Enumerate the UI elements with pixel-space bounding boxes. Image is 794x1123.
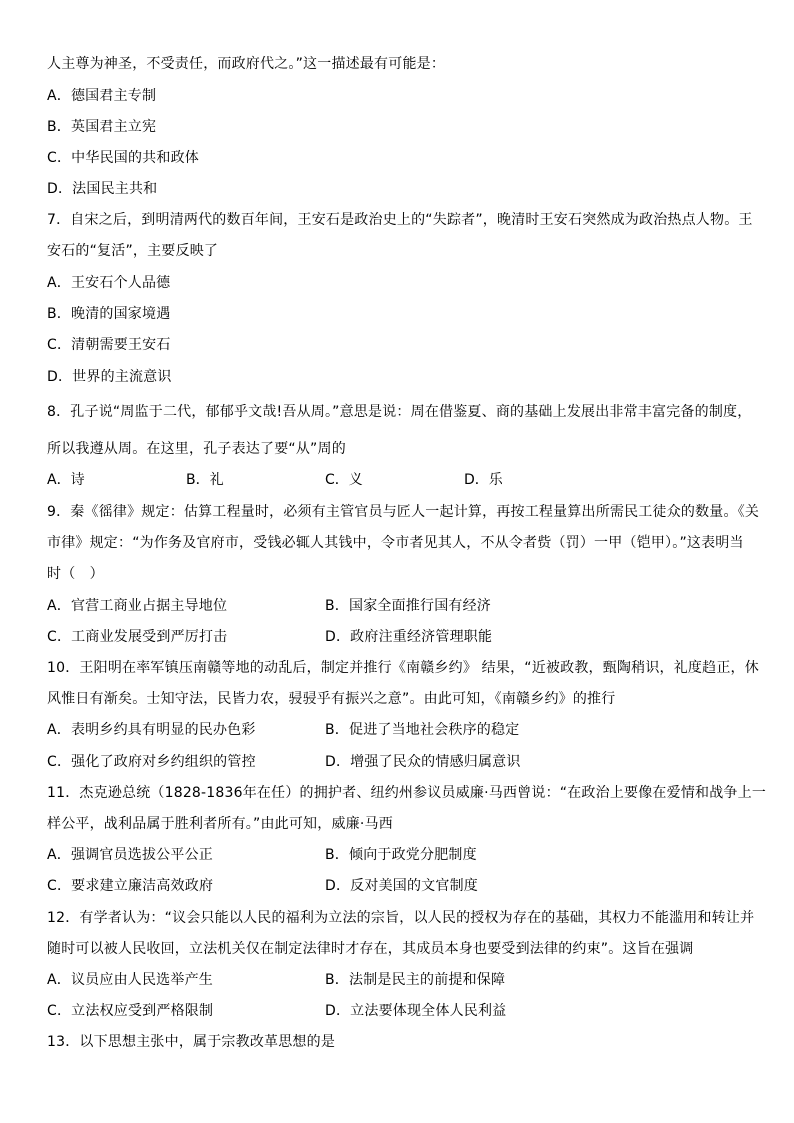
question-7-stem-line-1: 7．自宋之后，到明清两代的数百年间，王安石是政治史上的“失踪者”，晚清时王安石突然成为政治热点人物。王 [47, 212, 753, 228]
question-9-option-d: D．政府注重经济管理职能 [325, 629, 493, 645]
question-13-stem-line-1: 13．以下思想主张中，属于宗教改革思想的是 [47, 1034, 336, 1050]
question-6-option-b: B．英国君主立宪 [47, 119, 157, 135]
question-11-stem-line-1: 11．杰克逊总统（1828-1836年在任）的拥护者、纽约州参议员威廉·马西曾说：“在政治上要像在爱情和战争上一 [47, 785, 767, 801]
question-12-option-b: B．法制是民主的前提和保障 [325, 972, 506, 988]
question-6-stem-end: 人主尊为神圣，不受责任，而政府代之。”这一描述最有可能是： [47, 56, 446, 72]
question-8-option-c: C．义 [325, 472, 363, 488]
question-7-option-c: C．清朝需要王安石 [47, 337, 171, 353]
question-6-option-a: A．德国君主专制 [47, 88, 157, 104]
question-9-stem-line-2: 市律》规定：“为作务及官府市，受钱必辄人其钱中，令市者见其人，不从令者赀（罚）一甲（铠甲）。”这表明当 [47, 535, 744, 551]
question-11-option-d: D．反对美国的文官制度 [325, 878, 478, 894]
question-11-stem-line-2: 样公平，战利品属于胜利者所有。”由此可知，威廉·马西 [47, 816, 393, 832]
question-12-stem-line-1: 12．有学者认为：“议会只能以人民的福利为立法的宗旨，以人民的授权为存在的基础，其权力不能滥用和转让并 [47, 910, 755, 926]
question-10-stem-line-2: 风惟日有渐矣。士知守法，民皆力农，骎骎乎有振兴之意”。由此可知，《南赣乡约》的推行 [47, 691, 616, 707]
question-9-stem-line-3: 时（ ） [47, 566, 104, 582]
question-9-option-a: A．官营工商业占据主导地位 [47, 598, 228, 614]
question-7-option-a: A．王安石个人品德 [47, 275, 171, 291]
question-8-stem-line-2: 所以我遵从周。在这里，孔子表达了要“从”周的 [47, 441, 346, 457]
question-10-option-d: D．增强了民众的情感归属意识 [325, 754, 521, 770]
question-8-option-d: D．乐 [464, 472, 503, 488]
question-9-option-b: B．国家全面推行国有经济 [325, 598, 492, 614]
question-7-stem-line-2: 安石的“复活”，主要反映了 [47, 243, 219, 259]
question-7-option-b: B．晚清的国家境遇 [47, 306, 171, 322]
question-11-option-b: B．倾向于政党分肥制度 [325, 847, 477, 863]
question-8-option-b: B．礼 [186, 472, 224, 488]
question-12-stem-line-2: 随时可以被人民收回，立法机关仅在制定法律时才存在，其成员本身也要受到法律的约束”。这旨在强调 [47, 941, 694, 957]
question-6-option-d: D．法国民主共和 [47, 181, 158, 197]
question-8-stem-line-1: 8．孔子说“周监于二代，郁郁乎文哉!吾从周。”意思是说：周在借鉴夏、商的基础上发展出非常丰富完备的制度， [47, 404, 752, 420]
question-9-option-c: C．工商业发展受到严厉打击 [47, 629, 228, 645]
question-10-option-a: A．表明乡约具有明显的民办色彩 [47, 722, 256, 738]
question-10-option-b: B．促进了当地社会秩序的稳定 [325, 722, 520, 738]
question-11-option-c: C．要求建立廉洁高效政府 [47, 878, 214, 894]
question-6-option-c: C．中华民国的共和政体 [47, 150, 199, 166]
question-7-option-d: D．世界的主流意识 [47, 369, 172, 385]
question-8-option-a: A．诗 [47, 472, 85, 488]
question-12-option-a: A．议员应由人民选举产生 [47, 972, 213, 988]
question-12-option-c: C．立法权应受到严格限制 [47, 1003, 214, 1019]
question-10-option-c: C．强化了政府对乡约组织的管控 [47, 754, 256, 770]
question-12-option-d: D．立法要体现全体人民利益 [325, 1003, 507, 1019]
question-11-option-a: A．强调官员选拔公平公正 [47, 847, 213, 863]
question-10-stem-line-1: 10．王阳明在率军镇压南赣等地的动乱后，制定并推行《南赣乡约》 结果，“近被政教，甄陶稍识，礼度趋正，休 [47, 660, 759, 676]
question-9-stem-line-1: 9．秦《徭律》规定：估算工程量时，必须有主管官员与匠人一起计算，再按工程量算出所需民工徒众的数量。《关 [47, 504, 760, 520]
